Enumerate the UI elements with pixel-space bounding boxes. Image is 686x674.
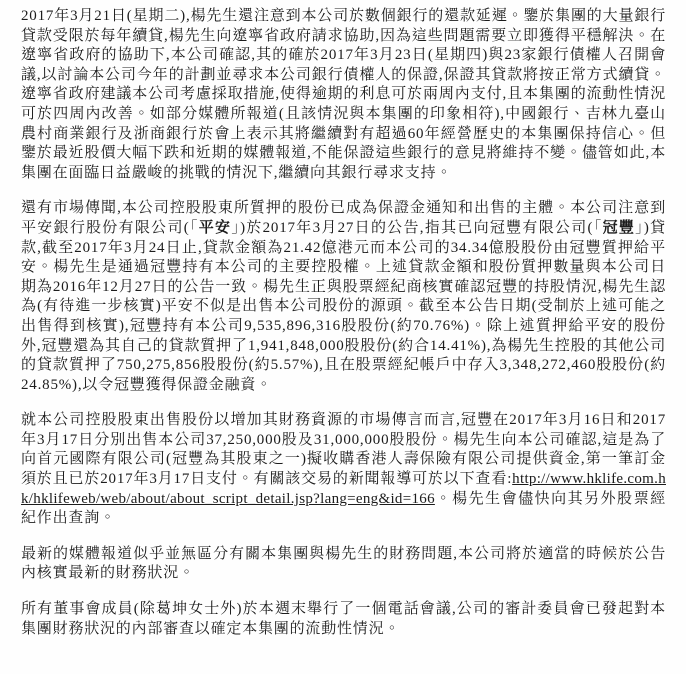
document-body [21,7,666,639]
paragraph-media-reports-clarification [21,545,666,584]
text-run: 」)於2017年3月27日的公告,指其已向冠豐有限公司(「 [231,219,603,236]
paragraph-board-conference-call [21,600,666,639]
text-run: 」)貸款,截至2017年3月24日止,貸款金額為21.42億港元而本公司的34.34億股股份由冠豐質押給平安。楊先生是通過冠豐持有本公司的主要控股權。上述貸款金額和股份質押數量與本公司日期為2016年12月27日的公告一致。楊先生正與股票經紀商核實確認冠豐的持股情況,楊先生認為(有待進一步核實)平安不似是出售本公司股份的源頭。截至本公告日期(受制於上述可能之出售得到核實),冠豐持有本公司9,535,896,316股股份(約70.76%)。除上述質押給平安的股份外,冠豐還為其自己的貸款質押了1,941,848,000股股份(約合14.41%),為楊先生控股的其他公司的貸款質押了750,275,856股股份(約5.57%),且在股票經紀帳戶中存入3,348,272,460股股份(約24.85%),以令冠豐獲得保證金融資。 [21,219,666,393]
text-run: 就本公司控股股東出售股份以增加其財務資源的市場傳言而言,冠豐在2017年3月16日和2017年3月17日分別出售本公司37,250,000股及31,000,000股股份。楊先生向本公司確認,這是為了向首元國際有限公司(冠豐為其股東之一)擬收購香港人壽保險有限公司提供資金,第一筆訂金須於且已於2017年3月17日支付。有關該交易的新聞報導可於以下查看: [21,412,666,488]
text-run: 所有董事會成員(除葛坤女士外)於本週末舉行了一個電話會議,公司的審計委員會已發起對本集團財務狀況的內部審查以確定本集團的流動性情況。 [21,601,666,637]
paragraph-share-pledge-margin-calls [21,199,666,395]
news-report-link[interactable]: http://www.hklife.com.hk/hklifeweb/web/about/about_script_detail.jsp?lang=eng&id=166 [21,471,666,507]
paragraph-bank-repayment-delays [21,7,666,183]
text-run: 最新的媒體報道似乎並無區分有關本集團與楊先生的財務問題,本公司將於適當的時候於公告內核實最新的財務狀況。 [21,545,666,582]
text-run: 。楊先生會儘快向其另外股票經紀作出查詢。 [21,490,666,527]
paragraph-share-sales-rumour [21,411,666,529]
text-run: 還有市場傳聞,本公司控股股東所質押的股份已成為保證金通知和出售的主體。本公司注意到平安銀行股份有限公司(「 [21,200,666,236]
defined-term-bold: 平安 [198,219,232,236]
defined-term-bold: 冠豐 [602,219,636,236]
text-run: 2017年3月21日(星期二),楊先生還注意到本公司於數個銀行的還款延遲。鑒於集團的大量銀行貸款受限於每年續貸,楊先生向遼寧省政府請求協助,因為這些問題需要立即獲得平穩解決。在遼寧省政府的協助下,本公司確認,其的確於2017年3月23日(星期四)與23家銀行債權人召開會議,以討論本公司今年的計劃並尋求本公司銀行債權人的保證,保證其貸款將按正常方式續貸。遼寧省政府建議本公司考慮採取措施,使得逾期的利息可於兩周內支付,且本集團的流動性情況可於四周內改善。如部分媒體所報道(且該情況與本集團的印象相符),中國銀行、吉林九臺山農村商業銀行及浙商銀行於會上表示其將繼續對有超過60年經營歷史的本集團保持信心。但鑒於最近股價大幅下跌和近期的媒體報道,不能保證這些銀行的意見將維持不變。儘管如此,本集團在面臨日益嚴峻的挑戰的情況下,繼續向其銀行尋求支持。 [21,8,666,181]
